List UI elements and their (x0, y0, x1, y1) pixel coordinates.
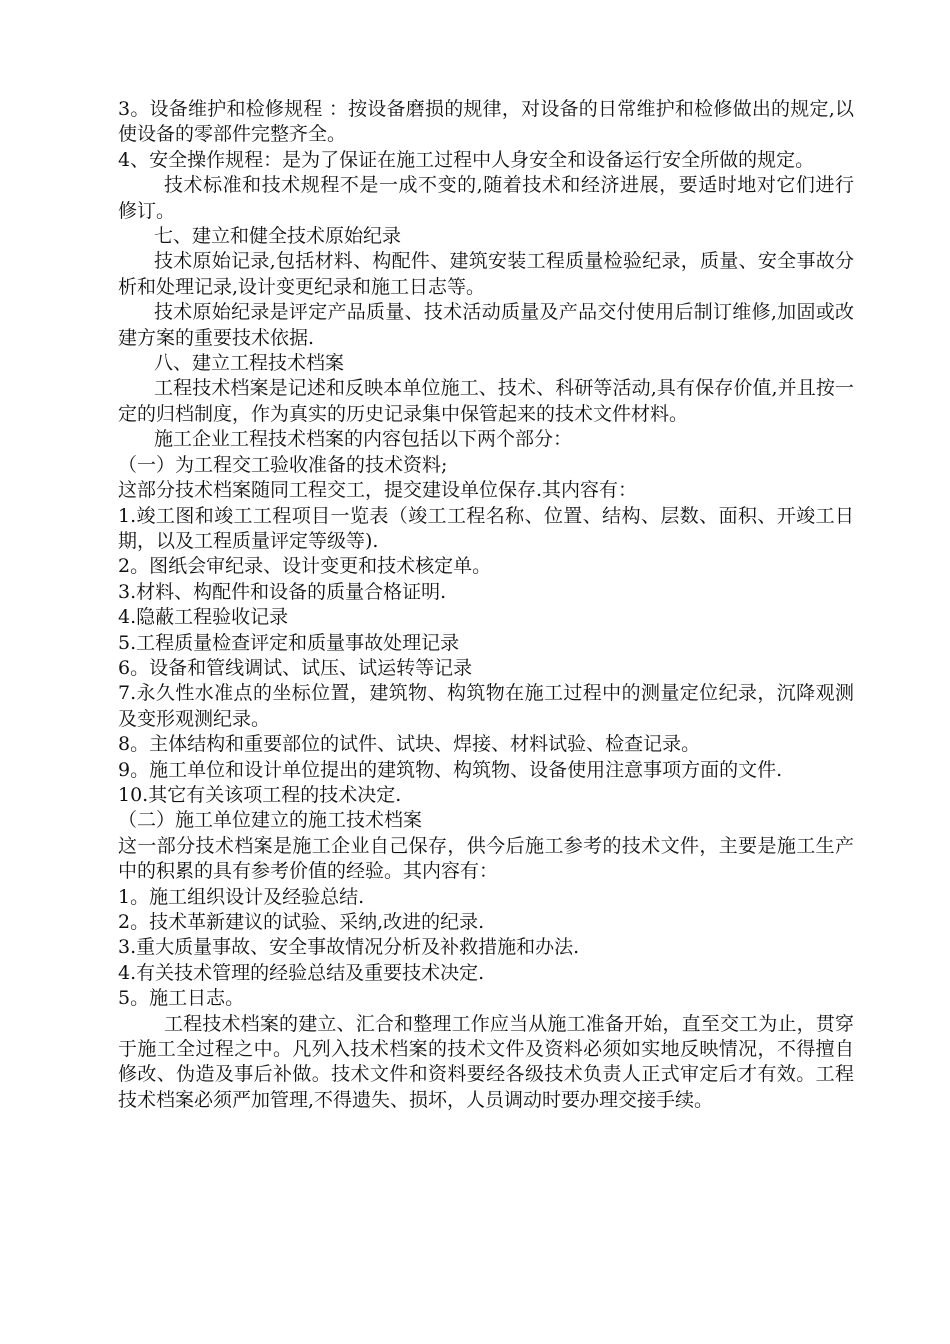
list-item: 2。图纸会审纪录、设计变更和技术核定单。 (118, 555, 492, 578)
list-item: 5.工程质量检查评定和质量事故处理记录 (118, 631, 460, 654)
paragraph: 3。设备维护和检修规程 ：按设备磨损的规律，对设备的日常维护和检修做出的规定,以使设备的零部件完整齐全。 (118, 98, 854, 146)
list-item: 7.永久性水准点的坐标位置，建筑物、构筑物在施工过程中的测量定位纪录，沉降观测及变形观测纪录。 (118, 682, 854, 730)
list-item: 3.重大质量事故、安全事故情况分析及补救措施和办法. (118, 936, 580, 959)
list-item: 3.材料、构配件和设备的质量合格证明. (118, 580, 447, 603)
list-item: 2。技术革新建议的试验、采纳,改进的纪录. (118, 911, 485, 933)
list-item: 5。施工日志。 (118, 987, 245, 1010)
document-body (118, 97, 854, 1113)
paragraph: 施工企业工程技术档案的内容包括以下两个部分： (154, 428, 573, 451)
list-item: 8。主体结构和重要部位的试件、试块、焊接、材料试验、检查记录。 (118, 733, 701, 756)
list-item: 6。设备和管线调试、试压、试运转等记录 (118, 656, 473, 679)
list-item: 1.竣工图和竣工工程项目一览表（竣工工程名称、位置、结构、层数、面积、开竣工日期，以及工程质量评定等级等). (118, 504, 854, 552)
list-item: 4.隐蔽工程验收记录 (118, 606, 289, 629)
section-heading: 七、建立和健全技术原始纪录 (154, 225, 402, 248)
paragraph: 4、安全操作规程：是为了保证在施工过程中人身安全和设备运行安全所做的规定。 (118, 148, 815, 171)
list-item: 1。施工组织设计及经验总结. (118, 885, 365, 908)
paragraph: 技术原始纪录是评定产品质量、技术活动质量及产品交付使用后制订维修,加固或改建方案的重要技术依据. (118, 301, 854, 349)
paragraph: 这部分技术档案随同工程交工，提交建设单位保存.其内容有： (118, 479, 638, 502)
subsection-heading: （一）为工程交工验收准备的技术资料; (118, 453, 448, 476)
paragraph: 这一部分技术档案是施工企业自己保存，供今后施工参考的技术文件，主要是施工生产中的积累的具有参考价值的经验。其内容有： (118, 834, 854, 883)
list-item: 4.有关技术管理的经验总结及重要技术决定. (118, 961, 485, 984)
subsection-heading: （二）施工单位建立的施工技术档案 (118, 809, 423, 832)
list-item: 9。施工单位和设计单位提出的建筑物、构筑物、设备使用注意事项方面的文件. (118, 758, 783, 781)
paragraph: 工程技术档案是记述和反映本单位施工、技术、科研等活动,具有保存价值,并且按一定的归档制度，作为真实的历史记录集中保管起来的技术文件材料。 (118, 377, 854, 425)
paragraph: 技术标准和技术规程不是一成不变的,随着技术和经济进展，要适时地对它们进行修订。 (118, 174, 854, 222)
paragraph: 工程技术档案的建立、汇合和整理工作应当从施工准备开始，直至交工为止，贯穿于施工全过程之中。凡列入技术档案的技术文件及资料必须如实地反映情况，不得擅自修改、伪造及事后补做。技术文件和资料要经各级技术负责人正式审定后才有效。工程技术档案必须严加管理,不得遗失、损坏，人员调动时要办理交接手续。 (118, 1012, 854, 1111)
list-item: 10.其它有关该项工程的技术决定. (118, 783, 402, 806)
section-heading: 八、建立工程技术档案 (154, 352, 345, 375)
paragraph: 技术原始记录,包括材料、构配件、建筑安装工程质量检验纪录，质量、安全事故分析和处理记录,设计变更纪录和施工日志等。 (118, 250, 854, 298)
